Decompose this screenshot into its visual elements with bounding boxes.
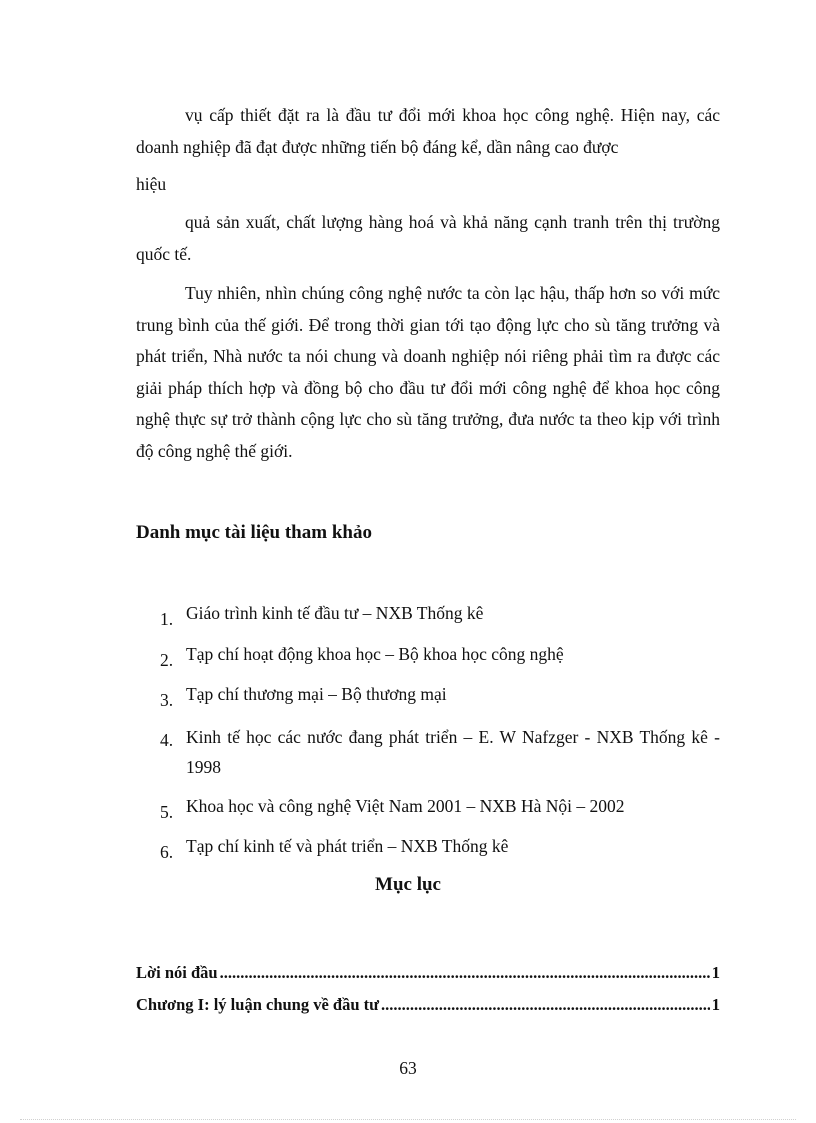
reference-item	[160, 794, 720, 822]
reference-text: Tạp chí hoạt động khoa học – Bộ khoa học công nghệ	[186, 644, 564, 664]
body-paragraph-2: quả sản xuất, chất lượng hàng hoá và khả năng cạnh tranh trên thị trường quốc tế.	[136, 212, 720, 264]
reference-item	[160, 601, 720, 629]
reference-text: Giáo trình kinh tế đầu tư – NXB Thống kê	[186, 603, 484, 623]
reference-item	[160, 642, 720, 670]
toc-entry-page: 1	[711, 963, 720, 982]
toc-entry	[136, 963, 720, 983]
toc-entry-page: 1	[711, 995, 720, 1014]
reference-number: 1.	[160, 609, 174, 629]
page-number: 63	[399, 1058, 417, 1078]
page-bottom-border	[20, 1119, 796, 1120]
body-paragraph-1-tail: hiệu	[136, 174, 167, 194]
toc-entry	[136, 995, 720, 1015]
toc-dot-leader	[381, 995, 710, 1015]
reference-number: 4.	[160, 730, 174, 750]
toc-entry-label: Lời nói đầu	[136, 963, 218, 982]
toc-entry-label: Chương I: lý luận chung về đầu tư	[136, 995, 380, 1014]
reference-number: 5.	[160, 802, 174, 822]
reference-item	[160, 722, 720, 782]
toc-title: Mục lục	[375, 874, 441, 895]
reference-text: Kinh tế học các nước đang phát triển – E. W Nafzger - NXB Thống kê - 1998	[186, 727, 720, 777]
body-paragraph-3: Tuy nhiên, nhìn chúng công nghệ nước ta còn lạc hậu, thấp hơn so với mức trung bình của thế giới. Để trong thời gian tới tạo động lực cho sù tăng trưởng và phát triển, Nhà nước ta nói chung và doanh nghiệp nói riêng phải tìm ra được các giải pháp thích hợp và đồng bộ cho đầu tư đổi mới công nghệ để khoa học công nghệ thực sự trở thành cộng lực cho sù tăng trưởng, đưa nước ta theo kịp với trình độ công nghệ thế giới.	[136, 283, 720, 461]
toc-dot-leader	[220, 963, 710, 983]
body-paragraph-1: vụ cấp thiết đặt ra là đầu tư đổi mới khoa học công nghệ. Hiện nay, các doanh nghiệp đã đạt được những tiến bộ đáng kể, dần nâng cao được	[136, 105, 720, 157]
reference-text: Tạp chí thương mại – Bộ thương mại	[186, 684, 447, 704]
reference-item	[160, 682, 720, 710]
reference-text: Khoa học và công nghệ Việt Nam 2001 – NXB Hà Nội – 2002	[186, 796, 625, 816]
references-heading: Danh mục tài liệu tham khảo	[136, 522, 372, 543]
reference-item	[160, 834, 720, 862]
reference-number: 2.	[160, 650, 174, 670]
reference-number: 3.	[160, 690, 174, 710]
reference-number: 6.	[160, 842, 174, 862]
reference-text: Tạp chí kinh tế và phát triển – NXB Thống kê	[186, 836, 509, 856]
